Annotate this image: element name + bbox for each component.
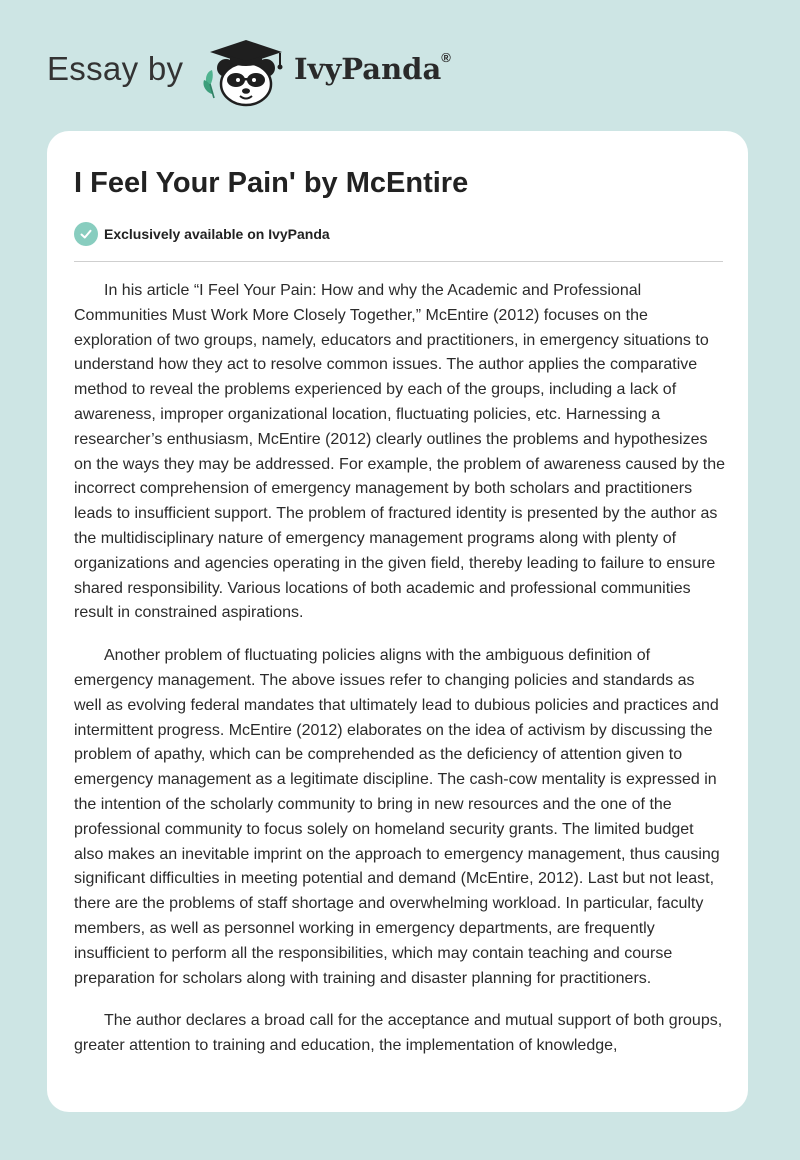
- panda-graduate-icon: [200, 36, 292, 108]
- site-header: [0, 0, 800, 130]
- registered-mark: ®: [441, 50, 451, 65]
- essay-by-label: Essay by: [47, 50, 184, 87]
- paragraph: The author declares a broad call for the acceptance and mutual support of both groups, greater attention to training and education, the implementation of knowledge,: [74, 1012, 723, 1055]
- check-circle-icon: [74, 222, 98, 246]
- exclusive-badge: [74, 222, 330, 246]
- paragraph: Another problem of fluctuating policies aligns with the ambiguous definition of emergency management. The above issues refer to changing policies and standards as well as evolving federal mandates that ultimately lead to dubious policies and practices and intermittent progress. McEntire (2012) elaborates on the idea of activism by discussing the problem of apathy, which can be comprehended as the deficiency of attention given to emergency management as a legitimate discipline. The cash-cow mentality is expressed in the intention of the scholarly community to bring in new resources and the one of the professional community to focus solely on homeland security grants. The limited budget also makes an inevitable imprint on the approach to emergency management, thus causing significant difficulties in meeting potential and demand (McEntire, 2012). Last but not least, there are the problems of staff shortage and overwhelming workload. In particular, faculty members, as well as personnel working in emergency departments, are frequently insufficient to perform all the responsibilities, which may contain teaching and course preparation for scholars along with training and disaster planning for practitioners.: [74, 647, 720, 987]
- essay-card: [47, 131, 748, 1112]
- panda-logo-icon[interactable]: [200, 36, 292, 108]
- divider: [74, 261, 723, 262]
- brand-name[interactable]: [294, 52, 451, 86]
- page-title: I Feel Your Pain' by McEntire: [74, 167, 469, 199]
- exclusive-label: Exclusively available on IvyPanda: [104, 226, 330, 242]
- essay-body: [74, 279, 726, 1077]
- brand-text: IvyPanda: [294, 52, 442, 86]
- paragraph: In his article “I Feel Your Pain: How and why the Academic and Professional Communities Must Work More Closely Together,” McEntire (2012) focuses on the exploration of two groups, namely, educators and practitioners, in emergency situations to understand how they act to resolve common issues. The author applies the comparative method to reveal the problems experienced by each of the groups, including a lack of awareness, improper organizational location, fluctuating policies, etc. Harnessing a researcher’s enthusiasm, McEntire (2012) clearly outlines the problems and hypothesizes on the ways they may be addressed. For example, the problem of awareness caused by the incorrect comprehension of emergency management by both scholars and practitioners leads to insufficient support. The problem of fractured identity is presented by the author as the multidisciplinary nature of emergency management programs along with plenty of organizations and agencies operating in the given field, thereby leading to failure to ensure shared responsibility. Various locations of both academic and professional communities result in constrained aspirations.: [74, 282, 726, 622]
